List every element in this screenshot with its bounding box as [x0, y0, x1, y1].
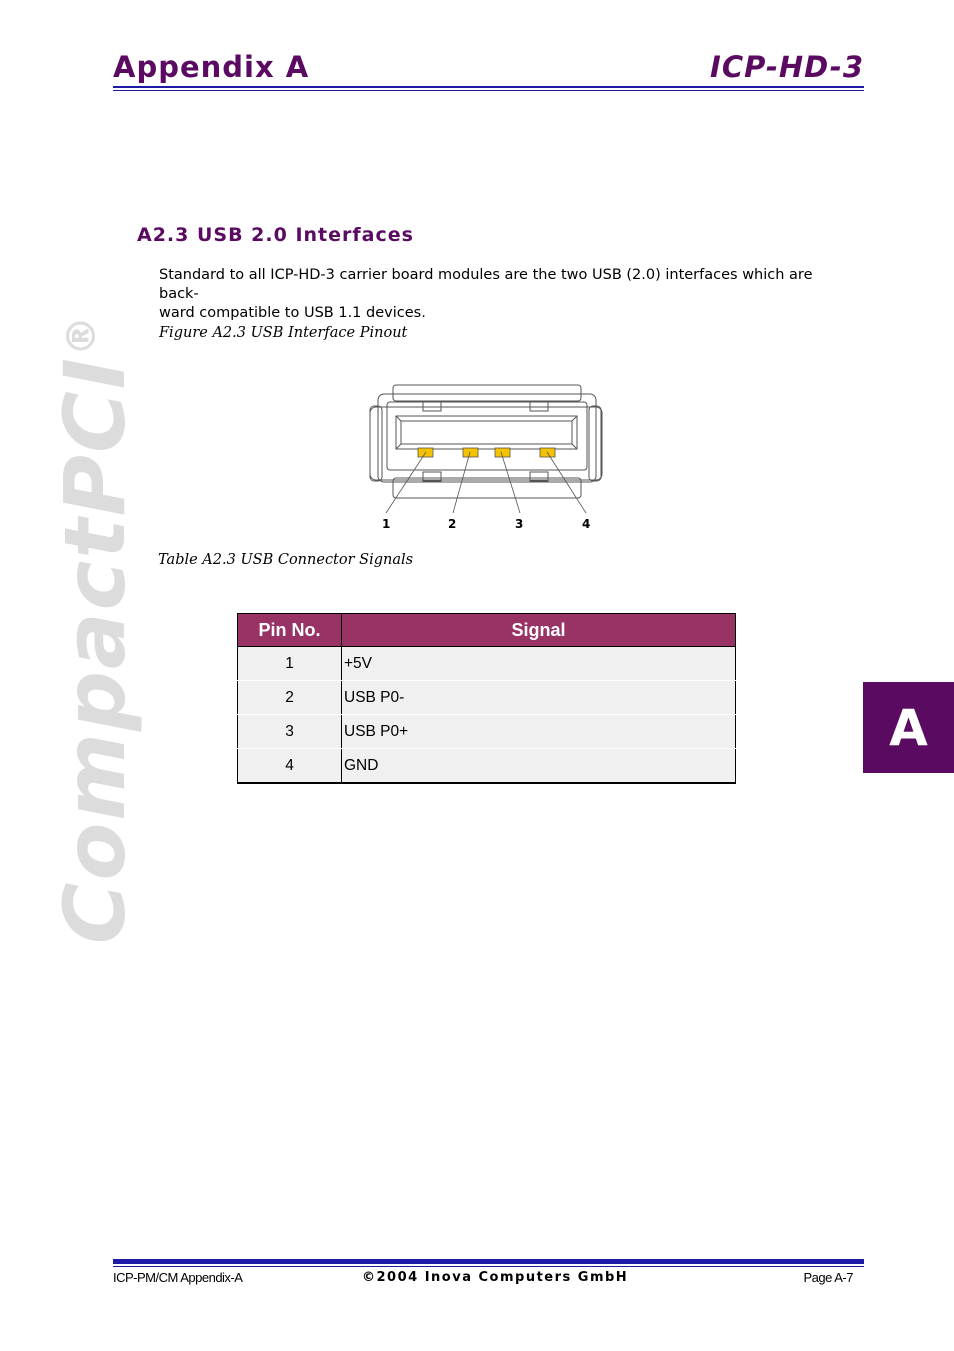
shell-left-tab — [370, 406, 382, 481]
table-caption: Table A2.3 USB Connector Signals — [158, 552, 414, 568]
header-pin-no: Pin No. — [238, 614, 342, 647]
cell-signal: +5V — [342, 647, 736, 681]
pin-label-1: 1 — [382, 517, 391, 531]
pin-label-3: 3 — [515, 517, 524, 531]
table-row — [238, 681, 736, 715]
cell-pin: 2 — [238, 681, 342, 715]
cell-signal: USB P0- — [342, 681, 736, 715]
cell-pin: 1 — [238, 647, 342, 681]
table-row — [238, 749, 736, 784]
table-row — [238, 715, 736, 749]
pin-2-contact — [463, 448, 478, 457]
footer-rule-thin — [113, 1266, 864, 1267]
footer-page-number: Page A-7 — [803, 1270, 853, 1285]
footer-copyright: ©2004 Inova Computers GmbH — [362, 1270, 629, 1285]
cell-pin: 3 — [238, 715, 342, 749]
usb-signal-table — [237, 613, 736, 784]
watermark-text: CompactPCI — [46, 355, 144, 945]
compactpci-watermark — [46, 134, 144, 1124]
figure-caption: Figure A2.3 USB Interface Pinout — [159, 325, 408, 341]
cell-signal: GND — [342, 749, 736, 784]
registered-mark: ® — [59, 313, 105, 356]
shell-bottom-tab — [393, 478, 581, 498]
header-appendix-title: Appendix A — [113, 50, 310, 84]
section-paragraph — [159, 266, 849, 323]
section-title: A2.3 USB 2.0 Interfaces — [137, 224, 414, 246]
table-row — [238, 647, 736, 681]
shell-right-tab — [589, 406, 601, 481]
header-product-title: ICP-HD-3 — [710, 50, 864, 84]
header-rule-thin — [113, 90, 864, 91]
usb-connector-diagram — [360, 380, 620, 540]
shell-top-tab — [393, 385, 581, 401]
cell-pin: 4 — [238, 749, 342, 784]
paragraph-line-2: ward compatible to USB 1.1 devices. — [159, 305, 426, 321]
pin-label-2: 2 — [448, 517, 457, 531]
inner-opening — [387, 402, 587, 470]
tongue-face — [401, 421, 572, 444]
header-signal: Signal — [342, 614, 736, 647]
footer-document-name: ICP-PM/CM Appendix-A — [113, 1270, 243, 1285]
paragraph-line-1: Standard to all ICP-HD-3 carrier board modules are the two USB (2.0) interfaces which are back- — [159, 267, 813, 302]
footer-rule — [113, 1259, 864, 1264]
appendix-thumb-tab: A — [863, 682, 954, 773]
pin-label-4: 4 — [582, 517, 591, 531]
cell-signal: USB P0+ — [342, 715, 736, 749]
header-rule — [113, 86, 864, 88]
table-header-row — [238, 614, 736, 647]
